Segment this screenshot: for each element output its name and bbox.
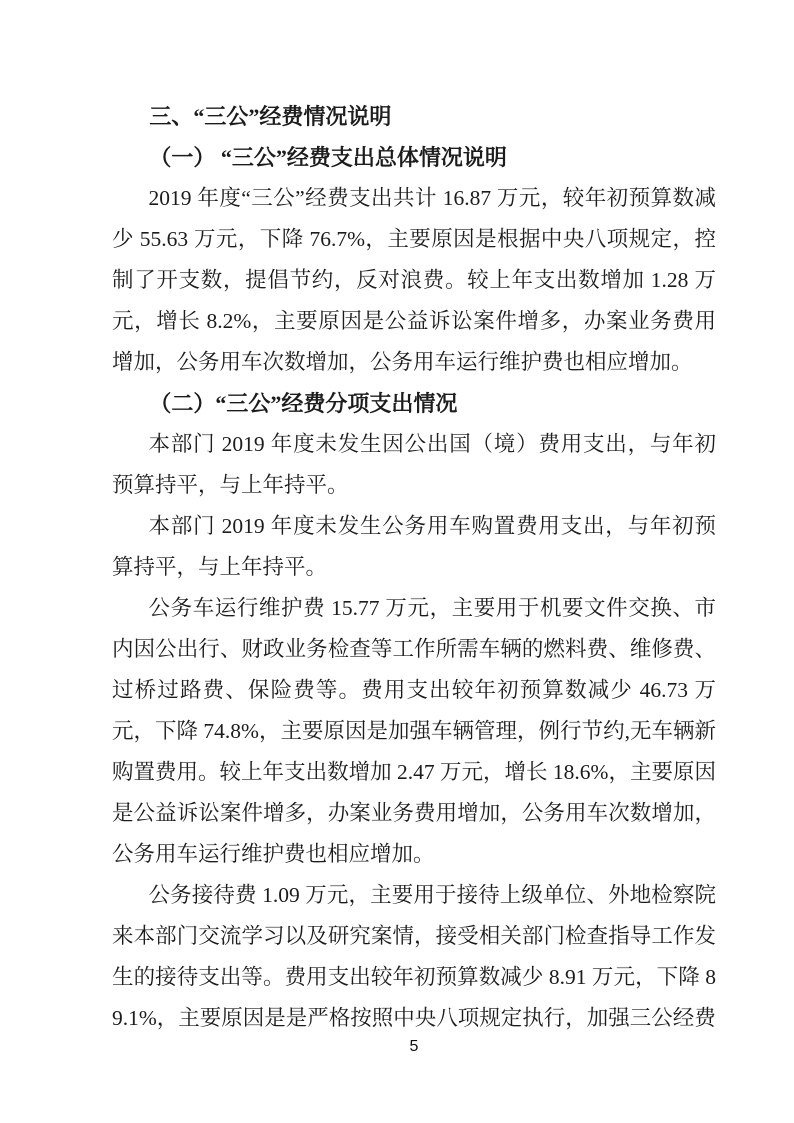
paragraph-official-reception: 公务接待费 1.09 万元，主要用于接待上级单位、外地检察院来本部门交流学习以及研究案情，接受相关部门检查指导工作发生的接待支出等。费用支出较年初预算数减少 8.91 万元，下降 89.1%，主要原因是是严格按照中央八项规定执行，加强三公经费: [112, 883, 716, 1030]
subsection-1-heading: （一） “三公”经费支出总体情况说明: [149, 145, 507, 170]
paragraph-abroad-expense: 本部门 2019 年度未发生因公出国（境）费用支出，与年初预算持平，与上年持平。: [112, 432, 716, 497]
section-title: 三、“三公”经费情况说明: [149, 104, 392, 129]
paragraph-total-expense: 2019 年度“三公”经费支出共计 16.87 万元，较年初预算数减少 55.63 万元，下降 76.7%，主要原因是根据中央八项规定，控制了开支数，提倡节约，反对浪费。较上年支出数增加 1.28 万元，增长 8.2%，主要原因是公益诉讼案件增多，办案业务费用增加，公务用车次数增加，公务用车运行维护费也相应增加。: [112, 186, 716, 374]
paragraph-vehicle-purchase: 本部门 2019 年度未发生公务用车购置费用支出，与年初预算持平，与上年持平。: [112, 514, 716, 579]
subsection-2-heading: （二）“三公”经费分项支出情况: [149, 391, 458, 416]
page-number: 5: [409, 1038, 419, 1055]
document-body: [112, 96, 716, 1039]
paragraph-vehicle-maintenance: 公务车运行维护费 15.77 万元，主要用于机要文件交换、市内因公出行、财政业务检查等工作所需车辆的燃料费、维修费、过桥过路费、保险费等。费用支出较年初预算数减少 46.73 万元，下降 74.8%，主要原因是加强车辆管理，例行节约,无车辆新购置费用。较上年支出数增加 2.47 万元，增长 18.6%，主要原因是公益诉讼案件增多，办案业务费用增加，公务用车次数增加，公务用车运行维护费也相应增加。: [112, 596, 716, 866]
